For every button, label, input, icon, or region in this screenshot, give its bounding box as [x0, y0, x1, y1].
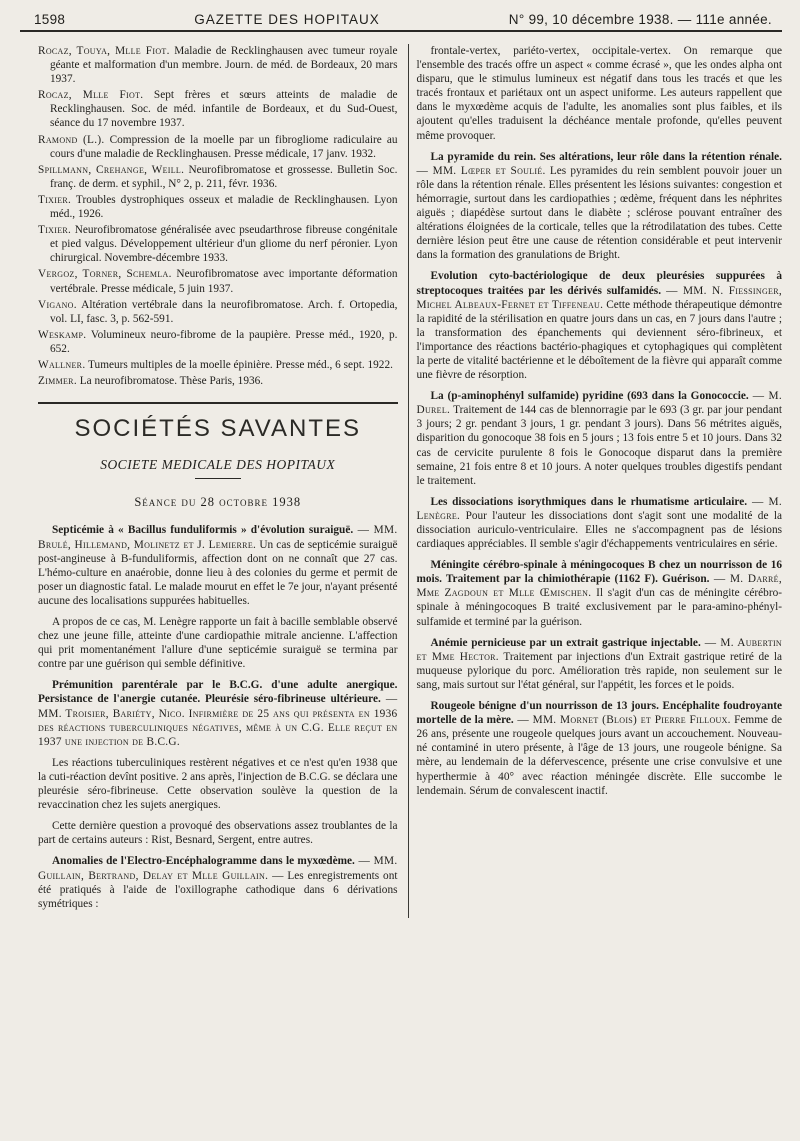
- reference-authors: Rocaz, Mlle Fiot.: [38, 89, 144, 102]
- reference-text: Compression de la moelle par un fibrogliome radiculaire au cours d'une maladie de Recklinghausen. Presse médicale, 17 janv. 1932.: [50, 133, 398, 160]
- abstract-text: Cette méthode thérapeutique démontre la rapidité de la stérilisation en quatre jours dans un cas, en 7 jours dans l'autre ; la transformation des épanchements qui deviennent séro-fibrineux, et l'importance des réactions bactério-phagiques et cytophagiques qui complètent la perte de vitalité bactérienne et le déboîtement de la fièvre qui apparaît comme une fièvre de résorption.: [416, 298, 782, 382]
- abstract-title: Les dissociations isorythmiques dans le rhumatisme articulaire.: [430, 495, 748, 508]
- reference-authors: Ramond (L.).: [38, 133, 105, 146]
- reference-authors: Tixier.: [38, 193, 72, 206]
- abstract-title: Rougeole bénigne d'un nourrisson de 13 jours. Encéphalite foudroyante mortelle de la mère.: [416, 700, 782, 727]
- abstract-title: Prémunition parentérale par le B.C.G. d'une adulte anergique. Persistance de l'anergie cutanée. Pleurésie séro-fibrineuse ultérieure.: [38, 679, 398, 706]
- abstract-paragraph: [417, 636, 783, 692]
- abstract-text: Traitement de 144 cas de blennorragie par le 693 (3 gr. par jour pendant 3 jours; 2 gr. pendant 3 jours, 1 gr. pendant 3 jours). Dans 56 métrites aiguës, disparition du gonocoque 38 fois en 5 jours ; 13 fois entre 5 et 10 jours. Dans 32 cas de cervicite purulente 8 fois le Gonocoque disparut dans la première semaine, 21 fois entre 8 et 10 jours. A noter quelques troubles digestifs pendant le traitement.: [416, 404, 782, 487]
- abstract-paragraph: [417, 699, 783, 798]
- left-abstracts: [38, 523, 398, 910]
- two-column-body: [20, 32, 782, 918]
- running-header: [20, 6, 782, 32]
- right-column: [408, 44, 783, 918]
- abstract-paragraph: [417, 150, 783, 263]
- abstract-title: La (p-aminophényl sulfamide) pyridine (693 dans la Gonococcie.: [430, 390, 749, 403]
- short-divider: [195, 478, 241, 479]
- reference-entry: [38, 223, 398, 265]
- reference-text: Volumineux neuro-fibrome de la paupière. Presse méd., 1920, p. 652.: [50, 328, 398, 355]
- reference-entry: [38, 298, 398, 326]
- abstract-title: La pyramide du rein. Ses altérations, leur rôle dans la rétention rénale.: [430, 150, 782, 163]
- abstract-authors: — M. Aubertin et Mme Hector.: [416, 636, 782, 663]
- reference-authors: Vergoz, Torner, Schemla.: [38, 268, 172, 281]
- abstract-text: frontale-vertex, pariéto-vertex, occipitale-vertex. On remarque que l'ensemble des tracés offre un aspect « comme écrasé », que les ondes alpha ont disparu, que le stimulus lumineux est négatif dans tous les tracés et que les tracés frontaux et pariétaux ont un aspect uniforme. Les auteurs rappellent que dans le myxœdème acquis de l'adulte, les anomalies sont plus faibles, et ils ajoutent qu'elles traduisent la déchéance mentale profonde, qu'elles peuvent même provoquer.: [416, 45, 782, 142]
- reference-text: Maladie de Recklinghausen avec tumeur royale géante et malformation d'un membre. Journ. de méd. de Bordeaux, 20 mars 1937.: [50, 45, 398, 86]
- abstract-text: Femme de 26 ans, présente une rougeole quelques jours avant un accouchement. Nouveau-né contaminé in utero présente, à l'âge de 13 jours, une rougeole bénigne. Sa mère, au lendemain de la défervescence, présente une crise convulsive et une hyperthermie à 40° avec réaction méningée discrète. Elle succombe le lendemain. Sérum de convalescent inactif.: [416, 714, 782, 797]
- abstract-authors: — M. Darré, Mme Zagdoun et Mlle Œmischen.: [416, 573, 782, 600]
- reference-text: Tumeurs multiples de la moelle épinière. Presse méd., 6 sept. 1922.: [85, 358, 393, 371]
- abstract-authors: — MM. N. Fiessinger, Michel Albeaux-Fernet et Tiffeneau.: [416, 284, 782, 311]
- abstract-title: Anomalies de l'Electro-Encéphalogramme dans le myxœdème.: [52, 855, 355, 868]
- journal-name: GAZETTE DES HOPITAUX: [194, 12, 380, 27]
- reference-authors: Tixier.: [38, 224, 72, 237]
- reference-text: Neurofibromatose avec importante déformation vertébrale. Presse médicale, 5 juin 1937.: [50, 268, 398, 295]
- abstract-title: Evolution cyto-bactériologique de deux pleurésies suppurées à streptocoques traitées par les dérivés sulfamidés.: [416, 270, 782, 297]
- bibliography: [38, 44, 398, 388]
- reference-entry: [38, 193, 398, 221]
- reference-authors: Rocaz, Touya, Mlle Fiot.: [38, 45, 170, 57]
- society-name: SOCIETE MEDICALE DES HOPITAUX: [100, 457, 336, 473]
- reference-entry: [38, 358, 398, 372]
- reference-text: Sept frères et sœurs atteints de maladie de Recklinghausen. Soc. de méd. infantile de Bordeaux, et du Sud-Ouest, séance du 17 novembre 1937.: [50, 89, 398, 130]
- abstract-text: Les réactions tuberculiniques restèrent négatives et ce n'est qu'en 1938 que la cuti-réaction devînt positive. 2 ans après, l'injection de B.C.G. se déclara une pleurésie séro-fibrineuse. Cette observation soulève la question de la revaccination chez les sujets anergiques.: [38, 756, 398, 812]
- abstract-text: — Les enregistrements ont été pratiqués à l'aide de l'oxillographe cathodique dans 6 dérivations symétriques :: [38, 869, 398, 910]
- abstract-paragraph: [417, 495, 783, 551]
- section-title: SOCIÉTÉS SAVANTES: [74, 415, 361, 443]
- abstract-paragraph: [417, 558, 783, 628]
- reference-text: Neurofibromatose généralisée avec pseudarthrose fibreuse congénitale et pied valgus. Développement ultérieur d'un gliome du nerf péronier. Lyon chirurgical. Novembre-décembre 1933.: [50, 224, 398, 265]
- reference-text: Troubles dystrophiques osseux et maladie de Recklinghausen. Lyon méd., 1926.: [50, 193, 398, 221]
- abstract-paragraph: [38, 678, 398, 748]
- abstract-title: Méningite cérébro-spinale à méningocoques B chez un nourrisson de 16 mois. Traitement par la chimiothérapie (1162 F). Guérison.: [416, 559, 782, 586]
- abstract-text: Un cas de septicémie suraiguë post-angineuse à B-funduliformis, affection dont on ne connaît que 27 cas. L'hémo-culture en anaérobie, donne lieu à des colonies du germe et permit de poser un diagnostic fatal. Le malade mourut en effet le 7e jour, n'ayant présenté aucune des localisations suppurées habituelles.: [38, 538, 398, 607]
- left-column: [38, 44, 398, 918]
- abstract-paragraph: [417, 44, 783, 143]
- abstract-paragraph: [38, 854, 398, 910]
- reference-text: Neurofibromatose et grossesse. Bulletin Soc. franç. de derm. et syphil., N° 2, p. 211, févr. 1936.: [50, 163, 398, 190]
- abstract-authors: — M. Durel.: [416, 390, 782, 417]
- abstract-authors: — MM. Troisier, Bariéty, Nico. Infirmière de 25 ans qui présenta en 1936 des réactions tuberculiniques négatives, même à un C.G. Elle reçut en 1937 une injection de B.C.G.: [38, 693, 398, 748]
- reference-authors: Spillmann, Crehange, Weill.: [38, 163, 185, 176]
- reference-entry: [38, 133, 398, 161]
- abstract-text: Traitement par injections d'un Extrait gastrique retiré de la muqueuse pylorique du porc. Amélioration très rapide, non seulement sur le sang, mais surtout sur l'état général, sur l'appétit, les forces et le poids.: [416, 650, 782, 691]
- reference-authors: Weskamp.: [38, 328, 87, 341]
- reference-authors: Vigano.: [38, 298, 77, 311]
- section-divider: [38, 402, 398, 404]
- seance-date: Séance du 28 octobre 1938: [134, 495, 302, 510]
- abstract-authors: — M. Lenègre.: [416, 495, 782, 522]
- abstract-authors: — MM. Mornet (Blois) et Pierre Filloux.: [513, 714, 731, 727]
- right-abstracts: [417, 44, 783, 798]
- abstract-title: Anémie pernicieuse par un extrait gastrique injectable.: [430, 636, 701, 649]
- abstract-title: Septicémie à « Bacillus funduliformis » d'évolution suraiguë.: [52, 524, 354, 537]
- issue-info: N° 99, 10 décembre 1938. — 111e année.: [508, 12, 772, 27]
- reference-text: Altération vertébrale dans la neurofibromatose. Arch. f. Ortopedia, vol. LI, fasc. 3, p. 562-591.: [50, 298, 398, 325]
- reference-entry: [38, 44, 398, 86]
- reference-entry: [38, 163, 398, 191]
- abstract-authors: — MM. Lœper et Soulié.: [416, 164, 546, 177]
- abstract-authors: — MM. Guillain, Bertrand, Delay et Mlle Guillain.: [38, 855, 398, 882]
- abstract-text: Les pyramides du rein semblent pouvoir jouer un rôle dans la rétention rénale. Elles présentent les lésions suivantes: congestion et hémorragie, surtout dans les cardiopathies ; œdème, fréquent dans les néphrites aiguës ; diapédèse surtout dans le diabète ; sclérose pouvant entraîner des altérations éloignées de la corticale, telles que la rétrodilatation des tubes. Cette dernière lésion peut être une cause de rétention considérable et peut intervenir dans la formation des granulations de Bright.: [416, 164, 782, 262]
- abstract-paragraph: [38, 819, 398, 847]
- reference-entry: [38, 267, 398, 295]
- abstract-paragraph: [417, 269, 783, 382]
- abstract-text: Cette dernière question a provoqué des observations assez troublantes de la part de certains auteurs : Rist, Besnard, Sergent, entre autres.: [38, 820, 398, 847]
- abstract-text: Il s'agit d'un cas de méningite cérébro-spinale à méningocoques B traité exclusivement par le para-amino-phényl-sulfamide et terminé par la guérison.: [416, 587, 782, 628]
- abstract-paragraph: [38, 615, 398, 671]
- reference-authors: Wallner.: [38, 358, 86, 371]
- reference-text: La neurofibromatose. Thèse Paris, 1936.: [76, 375, 264, 388]
- reference-entry: [38, 374, 398, 388]
- page-number: 1598: [34, 12, 66, 27]
- abstract-text: Pour l'auteur les dissociations dont s'agit sont une modalité de la dissociation auriculo-ventriculaire. Elles ne s'accompagnent pas de lésions cardiaques appréciables. Il semble s'agir d'échappements ventriculaires en série.: [416, 509, 782, 551]
- abstract-text: A propos de ce cas, M. Lenègre rapporte un fait à bacille semblable observé chez une jeune fille, atteinte d'une cardiopathie mitrale ancienne. L'affection qui prit momentanément l'allure d'une septicémie suraiguë se termina par contre par une guérison qui semble définitive.: [38, 616, 398, 671]
- abstract-paragraph: [38, 756, 398, 812]
- abstract-paragraph: [38, 523, 398, 608]
- reference-entry: [38, 88, 398, 130]
- reference-authors: Zimmer.: [38, 375, 77, 388]
- reference-entry: [38, 328, 398, 356]
- abstract-authors: — MM. Brulé, Hillemand, Molinetz et J. Lemierre.: [38, 524, 398, 551]
- abstract-paragraph: [417, 389, 783, 488]
